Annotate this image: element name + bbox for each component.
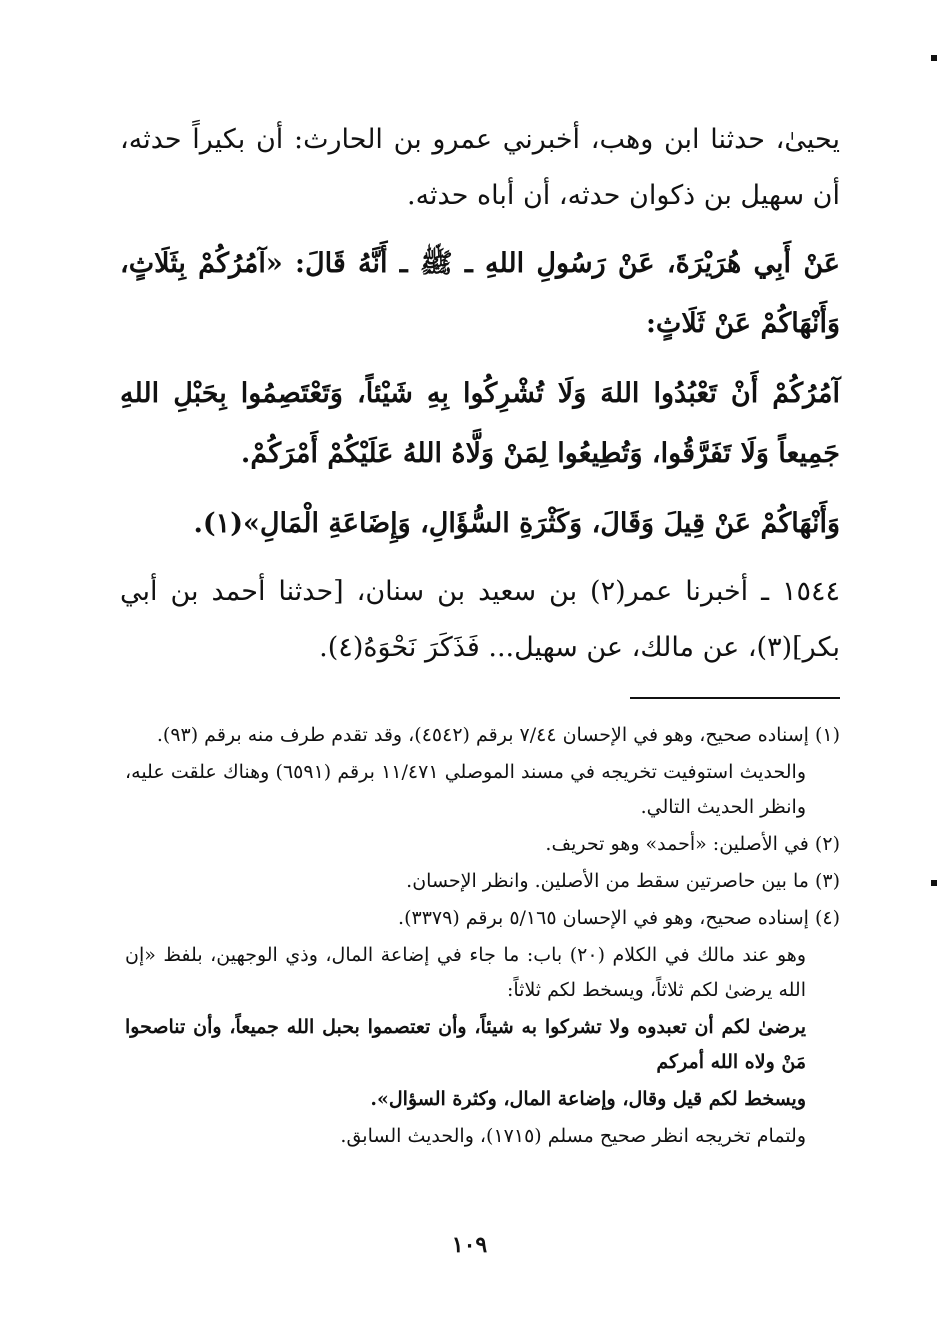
footnote-4-quote-2: ويسخط لكم قيل وقال، وإضاعة المال، وكثرة السؤال». (370, 1088, 806, 1110)
footnote-divider (630, 697, 840, 699)
footnote-2: (٢) في الأصلين: «أحمد» وهو تحريف. (545, 833, 840, 855)
footnote-1-continuation: والحديث استوفيت تخريجه في مسند الموصلي ١١/٤٧١ برقم (٦٥٩١) وهناك علقت عليه، وانظر الحديث التالي. (125, 761, 806, 818)
hadith-intro: عَنْ أَبِي هُرَيْرَةَ، عَنْ رَسُولِ اللهِ ـ ﷺ ـ أَنَّهُ قَالَ: «آمُرُكُمْ بِثَلَاثٍ، وَأَنْهَاكُمْ عَنْ ثَلَاثٍ: (120, 248, 840, 339)
scan-edge-mark (931, 55, 937, 61)
footnote-4: (٤) إسناده صحيح، وهو في الإحسان ٥/١٦٥ برقم (٣٣٧٩). (398, 907, 840, 929)
page-number: ١٠٩ (451, 1232, 488, 1258)
main-text-block (120, 112, 840, 686)
isnad-paragraph (120, 112, 840, 224)
footnotes-block (125, 718, 840, 1156)
scan-edge-mark (931, 880, 937, 886)
footnote-3: (٣) ما بين حاصرتين سقط من الأصلين. وانظر الإحسان. (406, 870, 840, 892)
hadith-1544: ١٥٤٤ ـ أخبرنا عمر(٢) بن سعيد بن سنان، [حدثنا أحمد بن أبي بكر](٣)، عن مالك، عن سهيل... فَذَكَرَ نَحْوَهُ(٤). (120, 576, 840, 663)
isnad-line-1: يحيىٰ، حدثنا ابن وهب، أخبرني عمرو بن الحارث: أن بكيراً حدثه، (120, 124, 840, 155)
footnote-4-final: ولتمام تخريجه انظر صحيح مسلم (١٧١٥)، والحديث السابق. (340, 1125, 806, 1147)
footnote-4-quote-1: يرضىٰ لكم أن تعبدوه ولا تشركوا به شيئاً، وأن تعتصموا بحبل الله جميعاً، وأن تناصحوا مَنْ ولاه الله أمركم (125, 1016, 806, 1073)
footnote-4-continuation: وهو عند مالك في الكلام (٢٠) باب: ما جاء في إضاعة المال، وذي الوجهين، بلفظ «إن الله يرضىٰ لكم ثلاثاً، ويسخط لكم ثلاثاً: (125, 944, 806, 1001)
hadith-prohibitions: وَأَنْهَاكُمْ عَنْ قِيلَ وَقَالَ، وَكَثْرَةِ السُّؤَالِ، وَإِضَاعَةِ الْمَالِ»(١). (193, 508, 840, 539)
isnad-line-2: أن سهيل بن ذكوان حدثه، أن أباه حدثه. (406, 180, 840, 211)
footnote-1: (١) إسناده صحيح، وهو في الإحسان ٧/٤٤ برقم (٤٥٤٢)، وقد تقدم طرف منه برقم (٩٣). (156, 724, 840, 746)
hadith-commands: آمُرُكُمْ أَنْ تَعْبُدُوا اللهَ وَلَا تُشْرِكُوا بِهِ شَيْئاً، وَتَعْتَصِمُوا بِحَبْلِ اللهِ جَمِيعاً وَلَا تَفَرَّقُوا، وَتُطِيعُوا لِمَنْ وَلَّاهُ اللهُ عَلَيْكُمْ أَمْرَكُمْ. (120, 378, 840, 469)
